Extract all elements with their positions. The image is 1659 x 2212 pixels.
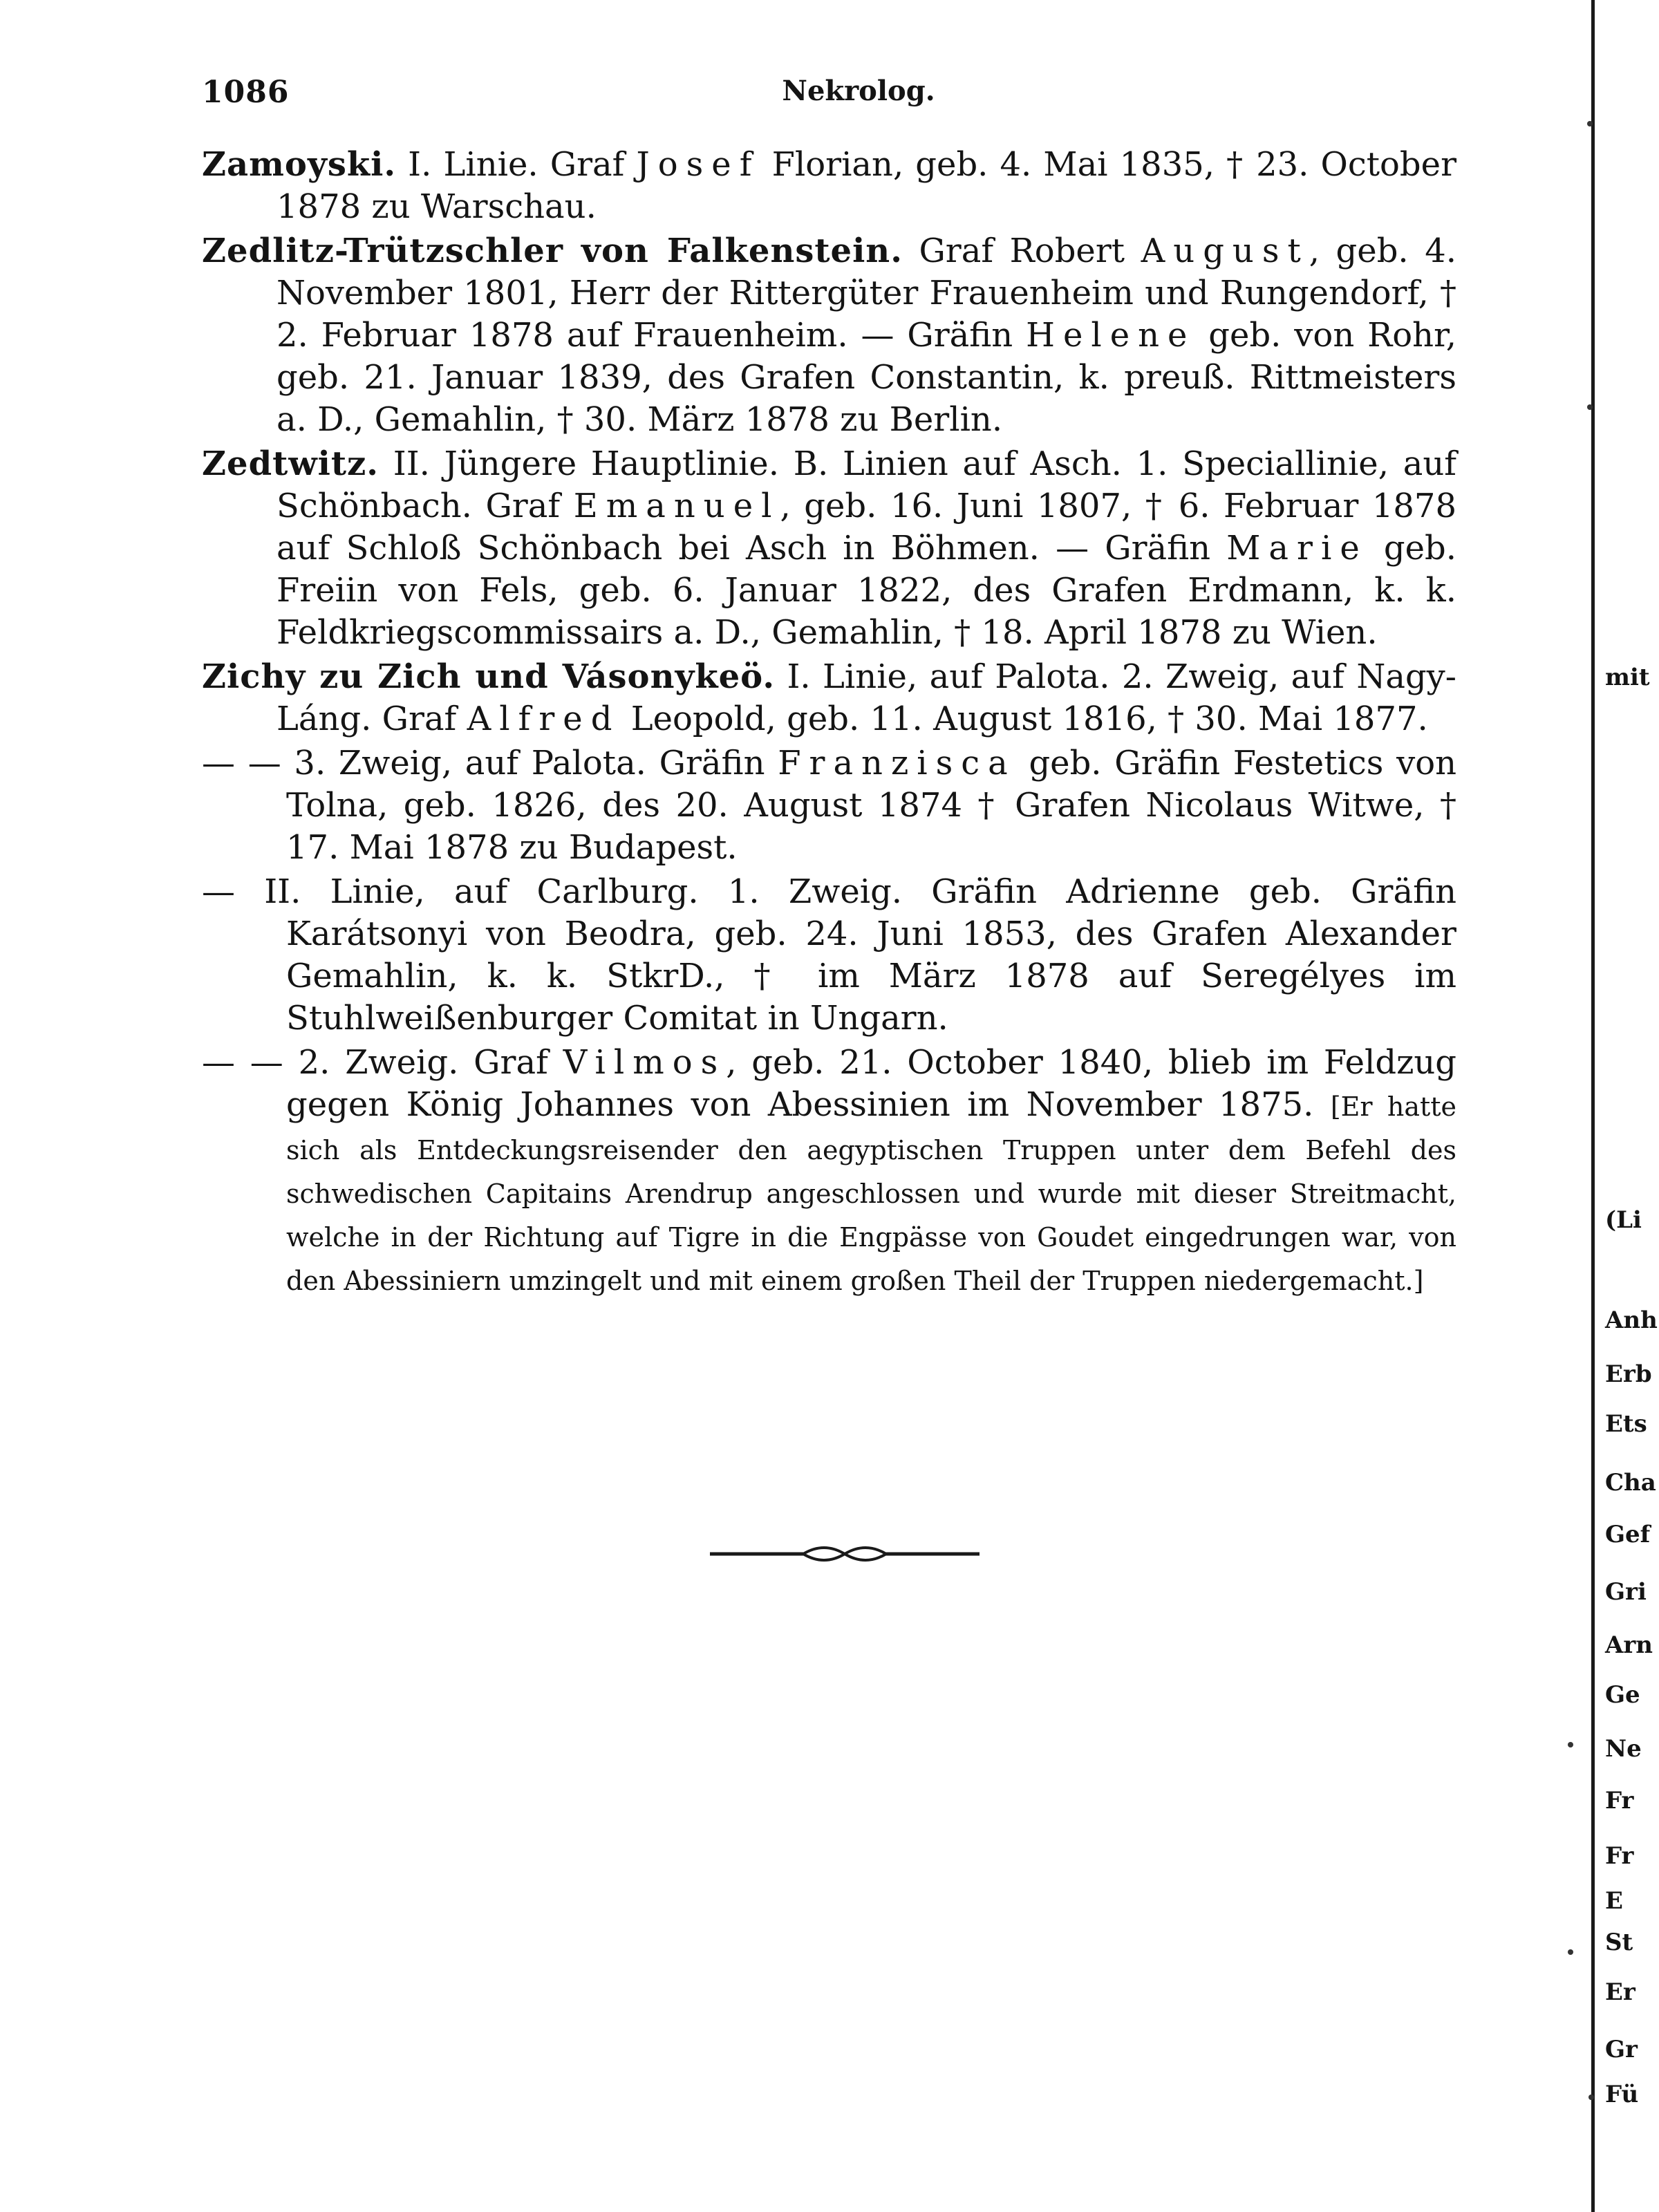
adjacent-page-fragment: Fr xyxy=(1605,1787,1634,1815)
page-edge-line xyxy=(1591,0,1595,2212)
emphasized-name: Marie xyxy=(1226,529,1368,568)
adjacent-page-fragment: Cha xyxy=(1605,1469,1656,1497)
obituary-entry xyxy=(202,230,1456,441)
adjacent-page-fragment: Ge xyxy=(1605,1681,1640,1709)
obituary-entry xyxy=(202,656,1456,740)
entry-text: geb. Gräfin Festetics von Tolna, geb. 1826, des 20. August 1874 † Grafen Nicolaus Witwe, † 17. Mai 1878 zu Budapest. xyxy=(286,744,1457,867)
emphasized-name: Josef xyxy=(636,145,760,184)
emphasized-name: Franzisca xyxy=(778,744,1016,782)
adjacent-page-fragment: Gef xyxy=(1605,1521,1651,1548)
ornament-divider xyxy=(706,1540,983,1568)
emphasized-name: August xyxy=(1141,232,1309,270)
entry-text: Graf Robert xyxy=(902,232,1141,270)
page-number: 1086 xyxy=(202,75,290,110)
adjacent-page-fragment: Gri xyxy=(1605,1578,1647,1606)
adjacent-page-margin xyxy=(1602,0,1659,2212)
family-name-heading: Zamoyski. xyxy=(202,145,397,184)
running-title: Nekrolog. xyxy=(782,75,935,107)
adjacent-page-fragment: St xyxy=(1605,1929,1633,1956)
obituary-entries xyxy=(202,144,1456,1304)
emphasized-name: Vilmos xyxy=(563,1043,727,1082)
family-name-heading: Zichy zu Zich und Vásonykeö. xyxy=(202,657,776,696)
print-speck xyxy=(1588,2094,1594,2100)
adjacent-page-fragment: Gr xyxy=(1605,2036,1638,2063)
adjacent-page-fragment: Fü xyxy=(1605,2081,1639,2108)
entry-text: geb. von Rohr, geb. 21. Januar 1839, des Grafen Constantin, k. preuß. Rittmeisters a. D., Gemahlin, † 30. März 1878 zu Berlin. xyxy=(276,316,1457,439)
emphasized-name: Helene xyxy=(1026,316,1196,355)
adjacent-page-fragment: Anh xyxy=(1605,1306,1658,1334)
print-speck xyxy=(1587,121,1593,126)
entry-text: Florian, geb. 4. Mai 1835, † 23. October 1878 zu Warschau. xyxy=(276,145,1457,226)
adjacent-page-fragment: Erb xyxy=(1605,1360,1652,1388)
entry-text: , geb. 4. November 1801, Herr der Rittergüter Frauenheim und Rungendorf, † 2. Februar 1878 auf Frauenheim. — Gräfin xyxy=(276,232,1457,355)
entry-text: II. Jüngere Hauptlinie. B. Linien auf Asch. 1. Speciallinie, auf Schönbach. Graf xyxy=(276,444,1456,525)
entry-text: — — 2. Zweig. Graf xyxy=(202,1043,563,1082)
entry-text: I. Linie, auf Palota. 2. Zweig, auf Nagy-Láng. Graf xyxy=(276,657,1456,738)
emphasized-name: Emanuel xyxy=(573,487,780,525)
adjacent-page-fragment: Ets xyxy=(1605,1410,1647,1438)
entry-text: — II. Linie, auf Carlburg. 1. Zweig. Gräfin Adrienne geb. Gräfin Karátsonyi von Beodra, geb. 24. Juni 1853, des Grafen Alexander Gemahlin, k. k. StkrD., † im März 1878 auf Seregélyes im Stuhlweißenburger Comitat in Ungarn. xyxy=(202,872,1456,1038)
family-name-heading: Zedtwitz. xyxy=(202,444,379,483)
adjacent-page-fragment: Er xyxy=(1605,1978,1635,2006)
obituary-entry xyxy=(202,1042,1456,1302)
entry-text: geb. Freiin von Fels, geb. 6. Januar 1822, des Grafen Erdmann, k. k. Feldkriegscommissairs a. D., Gemahlin, † 18. April 1878 zu Wien. xyxy=(276,529,1456,652)
family-name-heading: Zedlitz-Trützschler von Falkenstein. xyxy=(202,232,903,270)
print-speck xyxy=(1587,404,1593,410)
entry-text: I. Linie. Graf xyxy=(396,145,637,184)
obituary-entry xyxy=(202,443,1456,654)
obituary-entry xyxy=(202,871,1456,1040)
page-header xyxy=(202,75,1446,123)
adjacent-page-fragment: Arn xyxy=(1605,1631,1653,1659)
print-speck xyxy=(1568,1742,1573,1747)
entry-text: , geb. 16. Juni 1807, † 6. Februar 1878 auf Schloß Schönbach bei Asch in Böhmen. — Gräfin xyxy=(276,487,1457,568)
entry-text: , geb. 21. October 1840, blieb im Feldzug gegen König Johannes von Abessinien im November 1875. xyxy=(286,1043,1457,1124)
bracketed-note: [Er hatte sich als Entdeckungsreisender den aegyptischen Truppen unter dem Befehl des schwedischen Capitains Arendrup angeschlossen und wurde mit dieser Streitmacht, welche in der Richtung auf Tigre in die Engpässe von Goudet eingedrungen war, von den Abessiniern umzingelt und mit einem großen Theil der Truppen niedergemacht.] xyxy=(286,1091,1456,1296)
obituary-entry xyxy=(202,144,1456,228)
adjacent-page-fragment: Ne xyxy=(1605,1735,1642,1763)
adjacent-page-fragment: E xyxy=(1605,1887,1623,1915)
entry-text: Leopold, geb. 11. August 1816, † 30. Mai 1877. xyxy=(620,700,1428,738)
obituary-entry xyxy=(202,742,1456,869)
adjacent-page-fragment: (Li xyxy=(1605,1206,1642,1234)
adjacent-page-fragment: Fr xyxy=(1605,1842,1634,1870)
adjacent-page-fragment: mit xyxy=(1605,664,1650,691)
print-speck xyxy=(1568,1949,1573,1955)
entry-text: — — 3. Zweig, auf Palota. Gräfin xyxy=(202,744,778,782)
emphasized-name: Alfred xyxy=(467,700,621,738)
